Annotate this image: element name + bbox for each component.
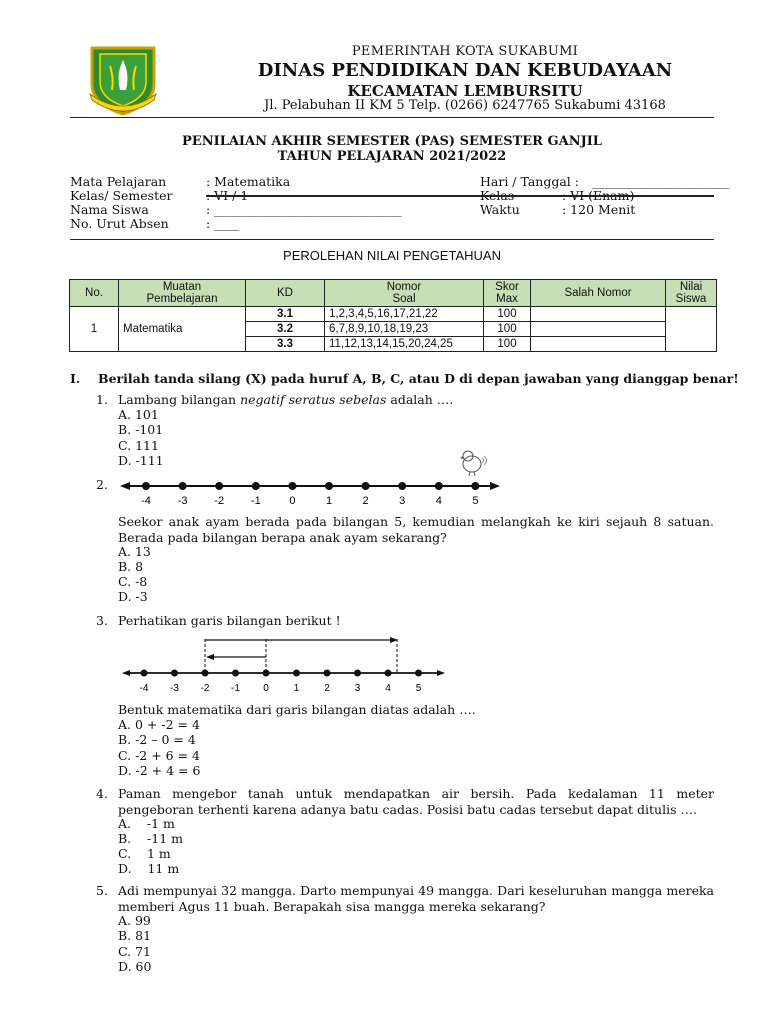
nama-field[interactable]: : ______________________________ [206,202,402,217]
q3-tick-label: 5 [415,683,422,694]
q3-tick-label: -3 [170,683,179,694]
q3-tick-label: 0 [263,683,269,694]
q3-tick-label: 4 [385,683,391,694]
waktu-label: Waktu [480,202,520,217]
q2-tick-dot [435,482,443,490]
q3-tick-label: 1 [293,683,300,694]
q3-tick-dot [141,670,148,677]
waktu-value: : 120 Menit [562,202,636,217]
q2-tick-label: 1 [325,495,333,507]
q1-option-d[interactable]: D. -111 [118,453,164,468]
q2-option-a[interactable]: A. 13 [118,544,151,559]
header-divider [70,117,714,118]
q3-tick-label: -2 [200,683,210,694]
q4-text: Paman mengebor tanah untuk mendapatkan air bersih. Pada kedalaman 11 meter pengeboran terhenti karena adanya batu cadas. Posisi batu cadas tersebut dapat ditulis …. [118,786,714,817]
row-muatan: Matematika [119,307,246,352]
section-number: I. [70,371,81,386]
q5-option-c[interactable]: C. 71 [118,944,151,959]
col-nilai: Nilai Siswa [666,280,717,307]
q2-tick-label: 3 [399,495,406,507]
q2-tick-dot [252,482,260,490]
kd-cell: 3.1 [246,307,325,322]
arrow-right-icon [390,637,398,643]
col-skor: Skor Max [484,280,531,307]
arrow-left-icon [120,482,130,490]
skor-cell: 100 [484,307,531,322]
q4-option-d[interactable]: D. 11 m [118,861,180,876]
q3-tick-dot [354,670,361,677]
q5-text: Adi mempunyai 32 mangga. Darto mempunyai 49 mangga. Dari keseluruhan mangga mereka memberi Agus 11 buah. Berapakah sisa mangga mereka sekarang? [118,883,714,914]
q2-tick-label: 2 [362,495,369,507]
strike-line [206,195,714,197]
q1-option-b[interactable]: B. -101 [118,422,164,437]
q2-tick-dot [288,482,296,490]
q3-tick-dot [293,670,300,677]
col-nomor: Nomor Soal [325,280,484,307]
header-line3: KECAMATAN LEMBURSITU [347,82,583,100]
q2-number-line [118,444,508,512]
q2-tick-label: 5 [472,495,479,507]
row-no: 1 [70,307,119,352]
q3-tick-dot [171,670,178,677]
soal-cell: 6,7,8,9,10,18,19,23 [325,322,484,337]
col-salah: Salah Nomor [531,280,666,307]
q2-tick-label: -4 [141,495,151,507]
q2-tick-dot [215,482,223,490]
q3-tick-dot [324,670,331,677]
exam-year: TAHUN PELAJARAN 2021/2022 [277,149,507,164]
kd-cell: 3.3 [246,337,325,352]
q3-text2: Bentuk matematika dari garis bilangan diatas adalah …. [118,702,476,717]
q2-tick-label: -2 [214,495,225,507]
q3-tick-label: -4 [139,683,149,694]
q2-tick-dot [398,482,406,490]
absen-label: No. Urut Absen [70,216,169,231]
q2-number: 2. [96,477,108,492]
q5-number: 5. [96,883,108,898]
mapel-label: Mata Pelajaran [70,174,167,189]
soal-cell: 1,2,3,4,5,16,17,21,22 [325,307,484,322]
q4-number: 4. [96,786,108,801]
salah-input[interactable] [531,337,666,352]
arrow-left-icon [206,654,214,660]
city-emblem-icon [82,44,164,116]
q3-tick-dot [232,670,239,677]
q2-tick-dot [325,482,333,490]
col-kd: KD [246,280,325,307]
chick-icon [460,451,487,476]
header-line1: PEMERINTAH KOTA SUKABUMI [351,44,579,59]
q2-tick-dot [142,482,150,490]
kelas-label: Kelas/ Semester [70,188,173,203]
q1-option-a[interactable]: A. 101 [118,407,159,422]
q2-tick-dot [471,482,479,490]
q3-tick-label: -1 [231,683,240,694]
kelas-value: : VI / 1 [206,188,249,203]
q4-option-a[interactable]: A. -1 m [118,816,175,831]
table-header-row [70,280,717,307]
kelas2-value: : VI (Enam) [562,188,635,203]
kd-cell: 3.2 [246,322,325,337]
q5-option-a[interactable]: A. 99 [118,913,151,928]
q3-option-c[interactable]: C. -2 + 6 = 4 [118,748,200,763]
header-line2: DINAS PENDIDIKAN DAN KEBUDAYAAN [257,60,673,81]
arrow-right-icon [437,670,445,676]
absen-field[interactable]: : ____ [206,216,240,231]
kelas2-label: Kelas [480,188,515,203]
mapel-value: : Matematika [206,174,291,189]
q2-tick-label: 4 [435,495,442,507]
hari-field[interactable]: ______________________ [592,174,730,189]
q3-number: 3. [96,613,108,628]
q3-text: Perhatikan garis bilangan berikut ! [118,613,341,628]
q2-tick-label: -3 [177,495,188,507]
q2-tick-dot [179,482,187,490]
exam-title: PENILAIAN AKHIR SEMESTER (PAS) SEMESTER GANJIL [182,134,602,149]
q3-option-d[interactable]: D. -2 + 4 = 6 [118,763,201,778]
q2-option-d[interactable]: D. -3 [118,589,148,604]
q4-option-b[interactable]: B. -11 m [118,831,184,846]
soal-cell: 11,12,13,14,15,20,24,25 [325,337,484,352]
q1-number: 1. [96,392,108,407]
q3-tick-label: 3 [354,683,361,694]
q1-text: Lambang bilangan negatif seratus sebelas adalah …. [118,392,454,407]
q2-option-c[interactable]: C. -8 [118,574,148,589]
q2-text: Seekor anak ayam berada pada bilangan 5, kemudian melangkah ke kiri sejauh 8 satuan. Berada pada bilangan berapa anak ayam sekarang? [118,514,714,545]
q3-number-line [118,632,448,696]
hari-label: Hari / Tanggal : [480,174,579,189]
section-instruction: Berilah tanda silang (X) pada huruf A, B, C, atau D di depan jawaban yang dianggap benar! [98,371,739,386]
q3-tick-dot [385,670,392,677]
nilai-input[interactable] [666,307,717,352]
score-title: PEROLEHAN NILAI PENGETAHUAN [283,248,501,263]
col-no: No. [70,280,119,307]
arrow-right-icon [490,482,500,490]
q2-tick-label: -1 [250,495,261,507]
skor-cell: 100 [484,337,531,352]
q3-option-a[interactable]: A. 0 + -2 = 4 [118,717,200,732]
q2-tick-dot [362,482,370,490]
table-row [70,307,717,322]
header-address: Jl. Pelabuhan II KM 5 Telp. (0266) 6247765 Sukabumi 43168 [264,98,666,113]
arrow-left-icon [122,670,130,676]
nama-label: Nama Siswa [70,202,149,217]
col-muatan: Muatan Pembelajaran [119,280,246,307]
q5-option-b[interactable]: B. 81 [118,928,152,943]
q3-tick-dot [415,670,422,677]
salah-input[interactable] [531,307,666,322]
score-table [69,279,717,352]
q2-option-b[interactable]: B. 8 [118,559,144,574]
q3-tick-label: 2 [324,683,330,694]
q5-option-d[interactable]: D. 60 [118,959,152,974]
q4-option-c[interactable]: C. 1 m [118,846,171,861]
skor-cell: 100 [484,322,531,337]
q2-tick-label: 0 [289,495,296,507]
salah-input[interactable] [531,322,666,337]
q3-option-b[interactable]: B. -2 – 0 = 4 [118,732,196,747]
info-divider [70,239,714,240]
q1-option-c[interactable]: C. 111 [118,438,159,453]
